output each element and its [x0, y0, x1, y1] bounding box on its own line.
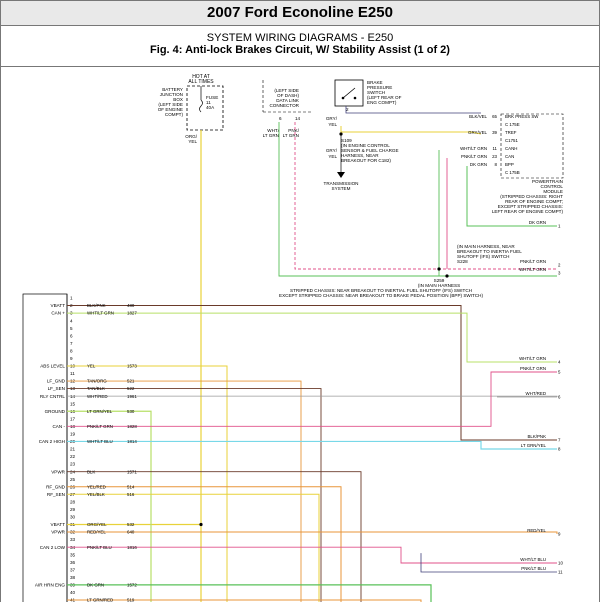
- connector-pin-number: 11: [70, 371, 75, 377]
- circuit-number-label: 640: [127, 529, 135, 535]
- connector-pin-number: 31: [70, 522, 76, 528]
- svg-text:S228: S228: [457, 259, 468, 264]
- connector-pin-number: 39: [70, 582, 76, 588]
- svg-text:S109: S109: [341, 138, 352, 143]
- svg-text:EXCEPT STRIPPED CHASSIS:: EXCEPT STRIPPED CHASSIS:: [497, 204, 563, 209]
- wire-trace: [67, 582, 431, 602]
- right-wire-label: WHT/LT BLU: [520, 557, 546, 562]
- svg-text:COMPT): COMPT): [164, 112, 183, 117]
- connector-pin-number: 17: [70, 416, 76, 422]
- pcm-pin-label: TREF: [505, 130, 517, 135]
- page-header: [0, 0, 600, 67]
- wire-color-label: YEL/RED: [87, 484, 106, 490]
- wire-trace: [67, 544, 557, 563]
- svg-text:(LEFT SIDE: (LEFT SIDE: [274, 88, 299, 93]
- right-continuation-number: 10: [558, 560, 563, 566]
- connector-pin-number: 37: [70, 567, 76, 573]
- connector-pin-number: 1: [70, 295, 73, 301]
- right-continuation-number: 3: [558, 270, 561, 276]
- wire-color-label: WHT/RED: [87, 393, 108, 399]
- connector-pin-label: RLY CNTRL: [39, 393, 65, 399]
- svg-text:ORG/: ORG/: [185, 134, 197, 139]
- circuit-number-label: 1573: [127, 363, 137, 369]
- pcm-pin-label: CAN: [505, 154, 515, 159]
- wire-color-label: WHT/LT GRN: [87, 310, 114, 316]
- svg-text:YEL: YEL: [188, 139, 197, 144]
- pcm-wire-label: GRY/VEL: [468, 130, 487, 135]
- svg-text:6: 6: [279, 116, 282, 121]
- pcm-pin-number: 23: [492, 154, 497, 159]
- right-wire-label: RED/YEL: [527, 528, 546, 533]
- connector-pin-label: VBATT: [50, 303, 65, 309]
- right-continuation-number: 7: [558, 437, 561, 443]
- hot-at-all-times-line1: HOT AT: [192, 74, 210, 80]
- svg-text:SWITCH: SWITCH: [367, 90, 386, 95]
- circuit-number-label: 1571: [127, 469, 137, 475]
- pcm-pin-label: CANH: [505, 146, 518, 151]
- svg-text:PRESSURE: PRESSURE: [367, 85, 393, 90]
- arrow-down-icon: [337, 172, 345, 178]
- wire-trace: [67, 310, 557, 362]
- connector-pin-number: 7: [70, 340, 73, 346]
- right-continuation-number: 1: [558, 223, 561, 229]
- svg-text:EXCEPT STRIPPED CHASSIS: NEAR: EXCEPT STRIPPED CHASSIS: NEAR BREAKOUT TO BRAKE PEDAL POSITION (BPP) SWITCH): [279, 293, 483, 298]
- svg-text:OF DASH): OF DASH): [277, 93, 299, 98]
- right-wire-label: LT GRN/YEL: [520, 443, 546, 448]
- svg-text:(IN MAIN HARNESS, NEAR: (IN MAIN HARNESS, NEAR: [457, 244, 515, 249]
- wire-color-label: YEL: [87, 363, 96, 369]
- connector-pin-label: CAN +: [51, 310, 65, 316]
- wire-trace: [67, 372, 557, 426]
- page-title: 2007 Ford Econoline E250: [1, 1, 599, 26]
- wire-color-label: TAN/BLK: [87, 386, 105, 392]
- right-wire-label: PNK/LT GRN: [520, 366, 546, 371]
- splice-s259: [279, 278, 483, 298]
- connector-pin-number: 32: [70, 529, 76, 535]
- connector-pin-label: CAN -: [52, 423, 65, 429]
- wire-color-label: BLK: [87, 469, 96, 475]
- data-link-connector: [263, 80, 313, 138]
- connector-pin-number: 19: [70, 431, 76, 437]
- wire-color-label: PNK/LT GRN: [87, 423, 113, 429]
- powertrain-control-module: [492, 114, 564, 214]
- svg-text:STRIPPED CHASSIS: NEAR BREAKOU: STRIPPED CHASSIS: NEAR BREAKOUT TO INERTIAL FUEL SHUTOFF (IFS) SWITCH: [290, 288, 472, 293]
- svg-text:TRANSMISSION: TRANSMISSION: [323, 181, 359, 186]
- connector-pin-number: 38: [70, 574, 76, 580]
- right-continuation-number: 8: [558, 446, 561, 452]
- right-continuation-number: 5: [558, 369, 561, 375]
- right-wire-label: BLK/PNK: [527, 434, 546, 439]
- circuit-number-label: 521: [127, 378, 135, 384]
- pcm-pin-label: BRK PRESS SW: [505, 114, 539, 119]
- right-continuation-number: 11: [558, 569, 563, 575]
- right-wire-label: PNK/LT GRN: [520, 259, 546, 264]
- connector-pin-number: 26: [70, 484, 76, 490]
- svg-text:(LEFT REAR OF: (LEFT REAR OF: [367, 95, 402, 100]
- connector-pin-label: VPWR: [51, 529, 65, 535]
- circuit-number-label: 1828: [127, 423, 137, 429]
- right-wire-label: DK GRN: [528, 220, 546, 225]
- figure-title: Fig. 4: Anti-lock Brakes Circuit, W/ Stability Assist (1 of 2): [150, 44, 450, 56]
- circuit-number-label: 1814: [127, 439, 137, 445]
- right-continuation-number: 4: [558, 359, 561, 365]
- connector-pin-number: 41: [70, 597, 76, 602]
- connector-pin-label: LF_SEN: [47, 386, 65, 392]
- svg-text:CONNECTOR: CONNECTOR: [269, 103, 299, 108]
- splice-dot: [445, 274, 448, 277]
- svg-text:MODULE: MODULE: [543, 189, 563, 194]
- abs-module-connector: [23, 294, 76, 602]
- svg-text:ENG COMPT): ENG COMPT): [367, 100, 397, 105]
- svg-text:JUNCTION: JUNCTION: [159, 92, 183, 97]
- connector-pin-number: 20: [70, 439, 76, 445]
- svg-text:11: 11: [206, 100, 211, 105]
- wire-trace: [346, 106, 481, 113]
- svg-text:BATTERY: BATTERY: [162, 87, 183, 92]
- wire-trace: [67, 472, 361, 602]
- connector-pin-number: 22: [70, 454, 76, 460]
- circuit-number-label: 530: [127, 408, 135, 414]
- connector-pin-number: 40: [70, 590, 76, 596]
- pcm-wire-label: WHT/LT GRN: [460, 146, 487, 151]
- right-wire-label: WHT/RED: [525, 391, 546, 396]
- svg-text:2: 2: [346, 107, 349, 112]
- right-wire-label: WHT/LT GRN: [519, 267, 546, 272]
- svg-text:YEL: YEL: [328, 122, 337, 127]
- connector-pin-label: RF_SEN: [46, 491, 65, 497]
- svg-text:YEL: YEL: [328, 154, 337, 159]
- wire-color-label: BLK/PNK: [87, 303, 106, 309]
- pcm-pin-number: 8: [494, 162, 497, 167]
- circuit-number-label: 1816: [127, 544, 137, 550]
- wire-color-label: LT GRN/YEL: [87, 408, 113, 414]
- svg-text:GRY/: GRY/: [325, 148, 337, 153]
- svg-text:BOX: BOX: [173, 97, 183, 102]
- svg-text:SHUTOFF (IFS) SWITCH: SHUTOFF (IFS) SWITCH: [457, 254, 510, 259]
- pcm-wire-label: PNK/LT GRN: [461, 154, 487, 159]
- splice-dot: [437, 267, 440, 270]
- pcm-pin-label: C 175B: [505, 170, 520, 175]
- connector-pin-number: 16: [70, 408, 76, 414]
- circuit-number-label: 522: [127, 386, 135, 392]
- svg-text:CONTROL: CONTROL: [540, 184, 563, 189]
- connector-pin-number: 6: [70, 333, 73, 339]
- wire-trace: [67, 441, 557, 449]
- wire-color-label: LT GRN/RED: [87, 597, 114, 602]
- svg-text:(IN ENGINE CONTROL: (IN ENGINE CONTROL: [341, 143, 390, 148]
- pcm-wire-label: BLK/VEL: [469, 114, 487, 119]
- connector-pin-number: 8: [70, 348, 73, 354]
- right-continuation-number: 6: [558, 394, 561, 400]
- wire-color-label: WHT/LT BLU: [87, 439, 113, 445]
- wire-color-label: DK GRN: [87, 582, 105, 588]
- pcm-pin-number: 39: [492, 130, 497, 135]
- connector-pin-number: 14: [70, 393, 76, 399]
- pcm-pin-label: C1751: [505, 138, 518, 143]
- connector-pin-number: 30: [70, 514, 76, 520]
- connector-pin-number: 12: [70, 378, 76, 384]
- connector-pin-number: 36: [70, 559, 76, 565]
- connector-pin-label: VBATT: [50, 522, 65, 528]
- right-continuation-number: 2: [558, 262, 561, 268]
- pcm-pin-number: 11: [492, 146, 497, 151]
- circuit-number-label: 532: [127, 522, 135, 528]
- connector-pin-number: 15: [70, 401, 76, 407]
- circuit-number-label: 1961: [127, 393, 137, 399]
- pcm-pin-label: C 175E: [505, 122, 520, 127]
- circuit-number-label: 1572: [127, 582, 137, 588]
- svg-text:GRY/: GRY/: [325, 116, 337, 121]
- pcm-pin-number: 65: [492, 114, 497, 119]
- svg-text:LT GRN: LT GRN: [282, 133, 299, 138]
- splice-s228: [457, 244, 522, 264]
- connector-pin-number: 25: [70, 476, 76, 482]
- circuit-number-label: 519: [127, 597, 135, 602]
- svg-text:DATA LINK: DATA LINK: [276, 98, 299, 103]
- svg-text:S259: S259: [433, 278, 445, 283]
- connector-pin-number: 4: [70, 318, 73, 324]
- right-continuation-number: 9: [558, 531, 561, 537]
- pcm-pin-label: BPP: [505, 162, 514, 167]
- connector-pin-number: 24: [70, 469, 76, 475]
- svg-text:SENSOR & FUEL CHARGE: SENSOR & FUEL CHARGE: [341, 148, 399, 153]
- svg-text:HARNESS, NEAR: HARNESS, NEAR: [341, 153, 379, 158]
- connector-pin-number: 35: [70, 552, 76, 558]
- svg-text:14: 14: [295, 116, 301, 121]
- brake-pressure-switch: [335, 80, 402, 112]
- connector-pin-number: 5: [70, 325, 73, 331]
- hot-at-all-times-line2: ALL TIMES: [188, 79, 214, 85]
- svg-text:40A: 40A: [206, 105, 215, 110]
- switch-icon: [343, 88, 355, 98]
- connector-pin-number: 21: [70, 446, 76, 452]
- connector-pin-label: CAN 2 LOW: [39, 544, 65, 550]
- splice-dot: [199, 523, 202, 526]
- wire-trace: [341, 126, 481, 134]
- svg-text:POWERTRAIN: POWERTRAIN: [531, 179, 563, 184]
- wire-color-label: YEL/BLK: [87, 491, 105, 497]
- connector-pin-label: RF_GND: [46, 484, 65, 490]
- circuit-number-label: 1827: [127, 310, 137, 316]
- battery-junction-box: [158, 74, 223, 144]
- connector-pin-number: 9: [70, 356, 73, 361]
- right-wire-label: WHT/LT GRN: [519, 356, 546, 361]
- connector-pin-label: LF_GND: [46, 378, 65, 384]
- circuit-number-label: 516: [127, 491, 135, 497]
- svg-text:WHT/: WHT/: [267, 128, 279, 133]
- circuit-number-label: 514: [127, 484, 135, 490]
- svg-text:(STRIPPED CHASSIS: RIGHT: (STRIPPED CHASSIS: RIGHT: [500, 194, 563, 199]
- wire-color-label: RED/YEL: [87, 529, 106, 535]
- pcm-wire-label: DK GRN: [469, 162, 487, 167]
- connector-pin-number: 18: [70, 423, 76, 429]
- fuse-icon: [200, 100, 203, 112]
- wire-trace: [67, 306, 557, 440]
- connector-pin-label: CAN 2 HIGH: [38, 439, 65, 445]
- circuit-number-label: 480: [127, 303, 135, 309]
- connector-pin-number: 2: [70, 303, 73, 309]
- diagram-subtitle: SYSTEM WIRING DIAGRAMS - E250: [206, 32, 394, 44]
- page-subtitle-block: [1, 26, 599, 66]
- wire-color-label: TAN/ORG: [87, 378, 107, 384]
- connector-pin-label: ABS LEVEL: [40, 363, 65, 369]
- svg-text:(LEFT SIDE: (LEFT SIDE: [158, 102, 183, 107]
- wire-trace: [67, 389, 321, 602]
- right-wire-label: PNK/LT BLU: [521, 566, 546, 571]
- svg-text:REAR OF ENGINE COMPT;: REAR OF ENGINE COMPT;: [505, 199, 563, 204]
- connector-pin-label: GROUND: [44, 408, 65, 414]
- connector-pin-number: 10: [70, 363, 76, 369]
- connector-pin-number: 28: [70, 499, 76, 505]
- svg-text:BREAKOUT TO INERTIA FUEL: BREAKOUT TO INERTIA FUEL: [457, 249, 522, 254]
- connector-pin-number: 29: [70, 507, 76, 512]
- splice-s109: [324, 116, 399, 191]
- wire-color-label: PNK/LT BLU: [87, 544, 112, 550]
- wiring-diagram: [0, 66, 600, 602]
- svg-text:PNK/: PNK/: [288, 128, 299, 133]
- connector-pin-label: AIR HRN ENG: [34, 582, 65, 588]
- svg-text:FUSE: FUSE: [206, 95, 219, 100]
- svg-text:SYSTEM: SYSTEM: [331, 186, 351, 191]
- connector-pin-number: 27: [70, 491, 76, 497]
- connector-pin-number: 23: [70, 461, 76, 467]
- svg-text:BREAKOUT FOR C182): BREAKOUT FOR C182): [341, 158, 391, 163]
- svg-text:LEFT REAR OF ENGINE COMPT): LEFT REAR OF ENGINE COMPT): [491, 209, 563, 214]
- wiring-diagram-svg: [1, 66, 599, 602]
- svg-text:BRAKE: BRAKE: [367, 80, 383, 85]
- svg-text:LT GRN: LT GRN: [262, 133, 279, 138]
- connector-pin-number: 13: [70, 386, 76, 392]
- connector-pin-label: VPWR: [51, 469, 65, 475]
- connector-pin-number: 33: [70, 537, 76, 543]
- connector-pin-number: 3: [70, 310, 73, 316]
- connector-pin-number: 34: [70, 544, 76, 550]
- svg-text:(IN MAIN HARNESS: (IN MAIN HARNESS: [417, 283, 461, 288]
- svg-text:OF ENGINE: OF ENGINE: [157, 107, 183, 112]
- wire-color-label: ORG/YEL: [87, 522, 107, 528]
